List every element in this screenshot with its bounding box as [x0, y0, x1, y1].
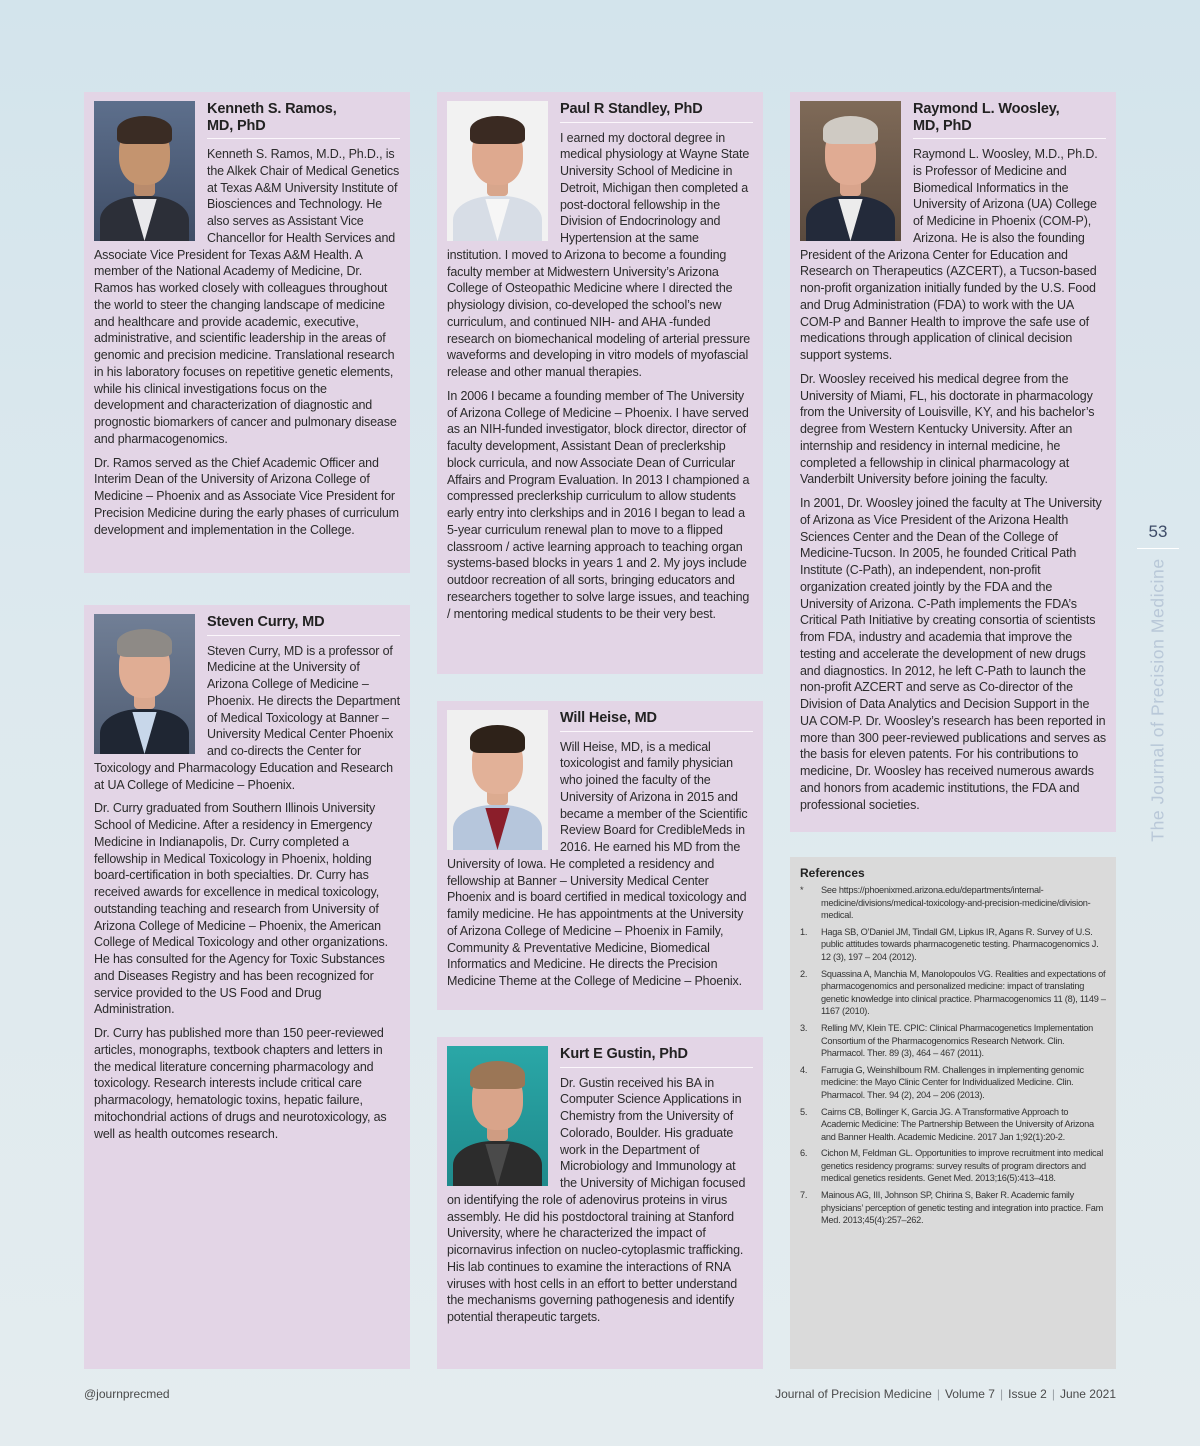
bio-paragraph: Dr. Curry graduated from Southern Illinois University School of Medicine. After a residency in Emergency Medicine in Indianapolis, Dr. Curry completed a fellowship in Medical Toxicology in Phoenix, holding board-certification in both specialties. Dr. Curry has received awards for excellence in medical toxicology, outstanding teaching and research from University of Arizona College of Medicine – Phoenix, the American College of Medical Toxicology and other organizations. He has consulted for the Agency for Toxic Substances and Diseases Registry and has been recognized for service provided to the US Food and Drug Administration.: [94, 801, 388, 1017]
reference-text: Farrugia G, Weinshilboum RM. Challenges in implementing genomic medicine: the Mayo Clinic Center for Individualized Medicine. Clin. Pharmacol. Ther. 94 (2), 204 – 206 (2013).: [821, 1064, 1084, 1100]
footer-separator: |: [1051, 1387, 1055, 1401]
footer-separator: |: [999, 1387, 1004, 1401]
journal-side-title: The Journal of Precision Medicine: [1147, 558, 1168, 842]
reference-text: Haga SB, O’Daniel JM, Tindall GM, Lipkus IR, Agans R. Survey of U.S. public attitudes towards pharmacogenetic testing. Pharmacogenomics J. 12 (3), 197 – 204 (2012).: [821, 926, 1099, 962]
reference-text: Relling MV, Klein TE. CPIC: Clinical Pharmacogenetics Implementation Consortium of the Pharmacogenomics Research Network. Clin. Pharmacol. Ther. 89 (3), 464 – 467 (2011).: [821, 1022, 1094, 1059]
bio-paragraph: Steven Curry, MD is a professor of Medicine at the University of Arizona College of Medicine – Phoenix. He directs the Department of Medical Toxicology at Banner – University Medical Center Phoenix and co-directs the Center for Toxicology and Pharmacology Education and Research at UA College of Medicine – Phoenix.: [94, 643, 400, 792]
footer-separator: |: [936, 1387, 940, 1401]
bio-name: Raymond L. Woosley, MD, PhD: [913, 101, 1106, 139]
bio-woosley: [790, 92, 1116, 832]
page-number-rule: [1137, 548, 1179, 549]
reference-number: *: [800, 885, 804, 895]
photo-standley: [447, 101, 548, 241]
reference-number: 4.: [800, 1064, 808, 1075]
photo-curry: [94, 614, 195, 754]
reference-item: [800, 1064, 1106, 1102]
footer-handle: @journprecmed: [84, 1387, 170, 1401]
bio-paragraph: Dr. Gustin received his BA in Computer Science Applications in Chemistry from the University of Colorado, Boulder. His graduate work in the Department of Microbiology and Immunology at the University of Michigan focused on identifying the role of adenovirus proteins in virus assembly. He did his postdoctoral training at Stanford University, where he characterized the impact of picornavirus infection on nucleo-cytoplasmic trafficking. His lab continues to examine the interactions of RNA viruses with host cells in an effort to better understand the mechanisms governing pathogenesis and identify potential therapeutic targets.: [447, 1075, 746, 1324]
bio-paragraph: Raymond L. Woosley, M.D., Ph.D. is Professor of Medicine and Biomedical Informatics in the University of Arizona (UA) College of Medicine in Phoenix (COM-P), Arizona. He is also the founding President of the Arizona Center for Education and Research on Therapeutics (AZCERT), a Tucson-based non-profit organization initially funded by the U.S. Food and Drug Administration (FDA) to work with the UA COM-P and Banner Health to improve the safe use of medications through application of clinical decision support systems.: [800, 147, 1098, 362]
reference-item: [800, 1189, 1106, 1227]
photo-ramos: [94, 101, 195, 241]
photo-heise: [447, 710, 548, 850]
references-box: [790, 857, 1116, 1369]
reference-number: 5.: [800, 1106, 808, 1117]
bio-name: Paul R Standley, PhD: [560, 101, 753, 123]
bio-standley: [437, 92, 763, 674]
photo-woosley: [800, 101, 901, 241]
bio-paragraph: Dr. Ramos served as the Chief Academic Officer and Interim Dean of the University of Arizona College of Medicine – Phoenix and as Associate Vice President for Precision Medicine during the early phases of curriculum development and implementation in the College.: [94, 455, 399, 537]
bio-name: Kurt E Gustin, PhD: [560, 1046, 753, 1068]
page-number: 53: [1148, 522, 1168, 541]
bio-name: Kenneth S. Ramos, MD, PhD: [207, 101, 400, 139]
photo-gustin: [447, 1046, 548, 1186]
footer-issue-info: [775, 1387, 1116, 1401]
bio-paragraph: Dr. Curry has published more than 150 peer-reviewed articles, monographs, textbook chapters and letters in the medical literature concerning pharmacology and toxicology. Research interests include critical care pharmacology, hematologic toxins, hepatic failure, mitochondrial actions of drugs and neurotoxicology, as well as health outcomes research.: [94, 1026, 387, 1141]
bio-name: Steven Curry, MD: [207, 614, 400, 636]
bio-curry: [84, 605, 410, 1369]
bio-gustin: [437, 1037, 763, 1369]
reference-item: [800, 884, 1106, 922]
footer-issue: Issue 2: [1008, 1387, 1047, 1401]
bio-paragraph: Will Heise, MD, is a medical toxicologist and family physician who joined the faculty of the University of Arizona in 2015 and became a member of the Scientific Review Board for CredibleMeds in 2016. He earned his MD from the University of Iowa. He completed a residency and fellowship at Banner – University Medical Center Phoenix and is board certified in medical toxicology and family medicine. He has appointments at the University of Arizona College of Medicine – Phoenix in Family, Community & Preventative Medicine, Biomedical Informatics and Medicine. He directs the Precision Medicine Theme at the College of Medicine – Phoenix.: [447, 739, 748, 988]
reference-number: 2.: [800, 968, 808, 979]
reference-number: 1.: [800, 926, 808, 937]
bio-paragraph: In 2001, Dr. Woosley joined the faculty at The University of Arizona as Vice President of the Arizona Health Sciences Center and the Dean of the College of Medicine-Tucson. In 2005, he founded Critical Path Institute (C-Path), an independent, non-profit organization created jointly by the FDA and the University of Arizona. C-Path implements the FDA’s Critical Path Initiative by creating consortia of scientists from FDA, industry and academia that improve the testing and accelerate the development of new drugs and diagnostics. In 2012, he left C-Path to launch the non-profit AZCERT and serve as Co-director of the Division of Data Analytics and Decision Support in the UA COM-P. Dr. Woosley’s research has been reported in more than 300 peer-reviewed publications and serves as the basis for eleven patents. For his contributions to medicine, Dr. Woosley has received numerous awards and honors from academic institutions, the FDA and professional societies.: [800, 496, 1106, 812]
footer-date: June 2021: [1059, 1387, 1116, 1401]
reference-text: Mainous AG, III, Johnson SP, Chirina S, Baker R. Academic family physicians’ perception of genetic testing and integration into practice. Fam Med. 2013;45(4):257–262.: [821, 1190, 1103, 1226]
reference-number: 7.: [800, 1190, 808, 1201]
references-list: [800, 884, 1106, 1227]
reference-text: Cairns CB, Bollinger K, Garcia JG. A Transformative Approach to Academic Medicine: The Partnership Between the University of Arizona and Banner Health. Academic Medicine. 2017 Jan 1;92(1):20-2.: [821, 1106, 1094, 1142]
reference-text: Squassina A, Manchia M, Manolopoulos VG. Realities and expectations of pharmacogenomics and personalized medicine: impact of translating genetic knowledge into clinical practice. Pharmacogenomics 11 (8), 1149 – 1167 (2010).: [821, 968, 1106, 1017]
reference-item: [800, 926, 1106, 964]
bio-ramos: [84, 92, 410, 573]
reference-text: See https://phoenixmed.arizona.edu/departments/internal-medicine/divisions/medical-toxicology-and-precision-medicine/division-medical.: [821, 885, 1091, 921]
footer-volume: Volume 7: [944, 1387, 995, 1401]
reference-item: [800, 1106, 1106, 1144]
bio-paragraph: Dr. Woosley received his medical degree from the University of Miami, FL, his doctorate in pharmacology from the University of Louisville, KY, and his bachelor’s degree from Western Kentucky University. After an internship and residency in internal medicine, he completed a fellowship in clinical pharmacology at Vanderbilt University before joining the faculty.: [800, 371, 1095, 487]
bio-paragraph: In 2006 I became a founding member of The University of Arizona College of Medicine – Phoenix. I have served as an NIH-funded investigator, block director, director of faculty development, Assistant Dean of preclerkship block curricula, and now Associate Dean of Curricular Affairs and Program Evaluation. In 2013 I championed a compressed preclerkship curriculum to allow students early entry into clerkships and in 2016 I began to lead a 5-year curriculum renewal plan to move to a flipped classroom / active learning approach to teaching organ systems-based blocks in years 1 and 2. My joys include outdoor recreation of all sorts, bringing educators and researchers together to solve large issues, and teaching / mentoring medical students to be their very best.: [447, 388, 750, 621]
bio-heise: [437, 701, 763, 1010]
bio-name: Will Heise, MD: [560, 710, 753, 732]
bio-paragraph: I earned my doctoral degree in medical physiology at Wayne State University School of Medicine in Detroit, Michigan then completed a post-doctoral fellowship in the Division of Endocrinology and Hypertension at the same institution. I moved to Arizona to become a founding faculty member at Midwestern University’s Arizona College of Osteopathic Medicine where I directed the physiology division, co-developed the school’s new curriculum, and continued NIH- and AHA -funded research on biomechanical modeling of arterial pressure waveforms and developing in vitro models of myofascial release and other manual therapies.: [447, 130, 751, 379]
reference-number: 6.: [800, 1148, 808, 1159]
bio-paragraph: Kenneth S. Ramos, M.D., Ph.D., is the Alkek Chair of Medical Genetics at Texas A&M University Institute of Biosciences and Technology. He also serves as Assistant Vice Chancellor for Health Services and Associate Vice President for Texas A&M Health. A member of the National Academy of Medicine, Dr. Ramos has worked closely with colleagues throughout the world to steer the changing landscape of medicine and healthcare and provide academic, executive, administrative, and scientific leadership in the areas of genomic and precision medicine. Translational research in his laboratory focuses on repetitive genetic elements, while his clinical investigations focus on the development and characterization of diagnostic and prognostic biomarkers of cancer and pulmonary disease and pharmacogenomics.: [94, 147, 400, 446]
reference-item: [800, 1147, 1106, 1185]
footer-journal: Journal of Precision Medicine: [775, 1387, 932, 1401]
reference-number: 3.: [800, 1022, 808, 1033]
reference-item: [800, 1022, 1106, 1060]
reference-text: Cichon M, Feldman GL. Opportunities to improve recruitment into medical genetics residency programs: survey results of program directors and medical genetics residents. Genet Med. 2013;16(5):413–418.: [821, 1148, 1103, 1184]
references-heading: References: [800, 866, 865, 880]
reference-item: [800, 968, 1106, 1018]
